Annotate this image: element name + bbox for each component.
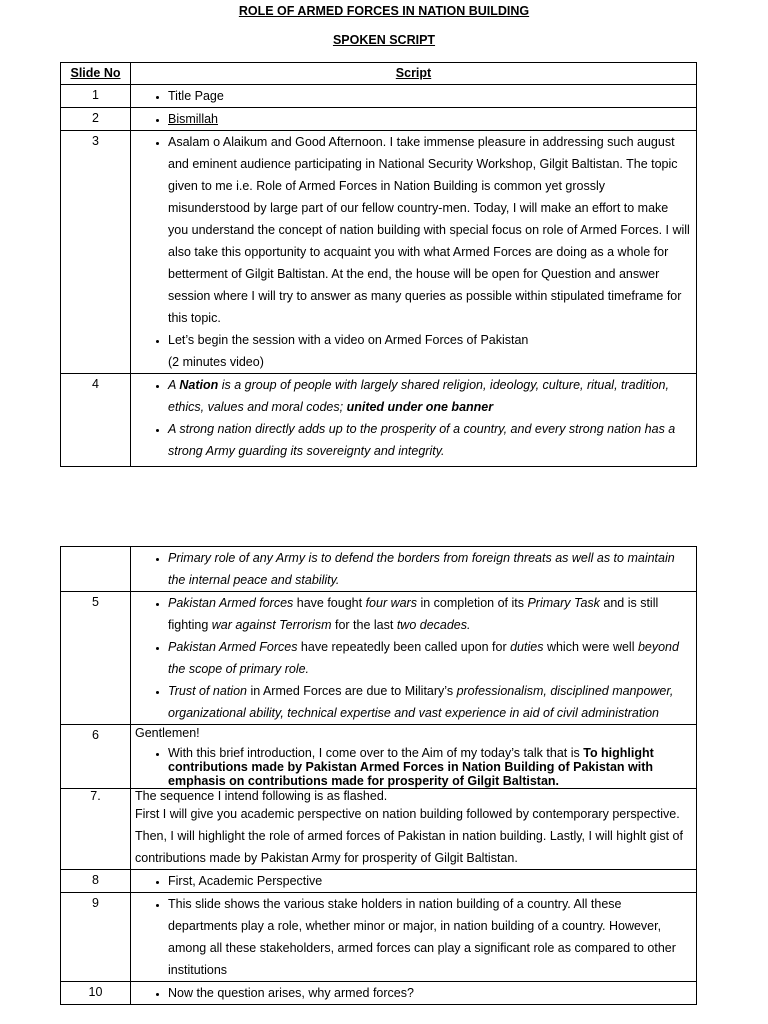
text-run: is a group of people with largely shared religion, ideology, culture, ritual, tradition, ethics, values and moral codes; [168,378,669,414]
script-cell [131,547,697,592]
slide-number [61,547,131,592]
text-run: in Armed Forces are due to Military’s [246,684,457,698]
table-row [61,592,697,725]
table-row [61,982,697,1005]
text-run: and is still fighting [168,596,659,632]
bullet-text: Let’s begin the session with a video on Armed Forces of Pakistan [168,333,529,347]
slide-number: 3 [61,131,131,374]
script-cell [131,725,697,789]
table-row [61,870,697,893]
italic-text: Primary Task [527,596,600,610]
text-run: in completion of its [416,596,528,610]
document-title: ROLE OF ARMED FORCES IN NATION BUILDING [238,4,530,18]
script-cell [131,374,697,467]
bullet-item [168,746,690,788]
italic-text: Pakistan Armed forces [168,596,294,610]
text-run: A [168,378,180,392]
bold-text: To highlight contributions made by Pakistan Armed Forces in Nation Building of Pakistan with emphasis on contributions made for prosperity of Gilgit Baltistan. [168,746,654,788]
italic-text: professionalism, disciplined manpower, organizational ability, technical expertise and vast experience in aid of civil administration [168,684,674,720]
paragraph-text: The sequence I intend following is as flashed. [135,789,388,803]
table-row [61,893,697,982]
script-table-part-2 [60,546,697,1005]
bullet-item: • Bismillah [168,108,690,130]
italic-text: beyond the scope of primary role. [168,640,679,676]
italic-text: Trust of nation [168,684,247,698]
script-cell [131,893,697,982]
bullet-item: • This slide shows the various stake holders in nation building of a country. All these departments play a role, whether minor or major, in nation building of a country. However, among all these stakeholders, armed forces can play a significant role as compared to other institutions [168,893,690,981]
text-run: which were well [543,640,638,654]
table-row [61,108,697,131]
slide-number: 5 [61,592,131,725]
italic-text: two decades. [396,618,471,632]
column-header-script: Script [131,63,697,85]
paragraph-text: First I will give you academic perspective on nation building followed by contemporary perspective. Then, I will highlight the role of armed forces of Pakistan in nation building. Lastly, I will highlt gist of contributions made by Pakistan Army for prosperity of Gilgit Baltistan. [135,807,683,865]
slide-number: 8 [61,870,131,893]
bullet-note: (2 minutes video) [168,355,264,369]
script-table-part-1 [60,62,697,467]
slide-number: 4 [61,374,131,467]
table-row [61,725,697,789]
bullet-item [168,636,690,680]
document-subtitle: SPOKEN SCRIPT [332,33,436,47]
slide-number: 9 [61,893,131,982]
bullet-item: • First, Academic Perspective [168,870,690,892]
script-cell [131,789,697,870]
table-row [61,374,697,467]
italic-text: war against Terrorism [211,618,332,632]
table-row [61,131,697,374]
slide-number: 2 [61,108,131,131]
script-cell [131,131,697,374]
text-run: With this brief introduction, I come over to the Aim of my today’s talk that is [168,746,584,760]
bullet-item [168,374,690,418]
bullet-item: • Now the question arises, why armed forces? [168,982,690,1004]
bullet-item [168,680,690,724]
text-run: have repeatedly been called upon for [297,640,511,654]
script-cell [131,870,697,893]
bullet-item [168,329,690,373]
bullet-item: • Title Page [168,85,690,107]
italic-text: duties [510,640,544,654]
table-header-row [61,63,697,85]
italic-text: four wars [365,596,417,610]
slide-number: 10 [61,982,131,1005]
script-cell [131,108,697,131]
script-cell [131,592,697,725]
column-header-slide-no: Slide No [61,63,131,85]
script-cell [131,85,697,108]
slide-number: 7. [61,789,131,870]
bullet-item [168,592,690,636]
bullet-item: • A strong nation directly adds up to the prosperity of a country, and every strong nation has a strong Army guarding its sovereignty and integrity. [168,418,690,462]
intro-text: Gentlemen! [135,726,200,740]
slide-number: 1 [61,85,131,108]
table-row [61,85,697,108]
slide-number: 6 [61,725,131,789]
table-row [61,789,697,870]
bullet-item: • Asalam o Alaikum and Good Afternoon. I take immense pleasure in addressing such august and eminent audience participating in National Security Workshop, Gilgit Baltistan. The topic given to me i.e. Role of Armed Forces in Nation Building is common yet grossly misunderstood by large part of our fellow country-men. Today, I will make an effort to make you understand the concept of nation building with special focus on role of Armed Forces. I will also take this opportunity to acquaint you with what Armed Forces are doing as a whole for betterment of Gilgit Baltistan. At the end, the house will be open for Question and answer session where I will try to answer as many queries as possible within stipulated timeframe for this topic. [168,131,690,329]
text-run: have fought [293,596,366,610]
text-run: for the last [331,618,397,632]
table-row [61,547,697,592]
bold-text: united under one banner [346,400,494,414]
italic-text: Pakistan Armed Forces [168,640,298,654]
bold-text: Nation [179,378,219,392]
bullet-item: • Primary role of any Army is to defend the borders from foreign threats as well as to maintain the internal peace and stability. [168,547,690,591]
script-cell [131,982,697,1005]
